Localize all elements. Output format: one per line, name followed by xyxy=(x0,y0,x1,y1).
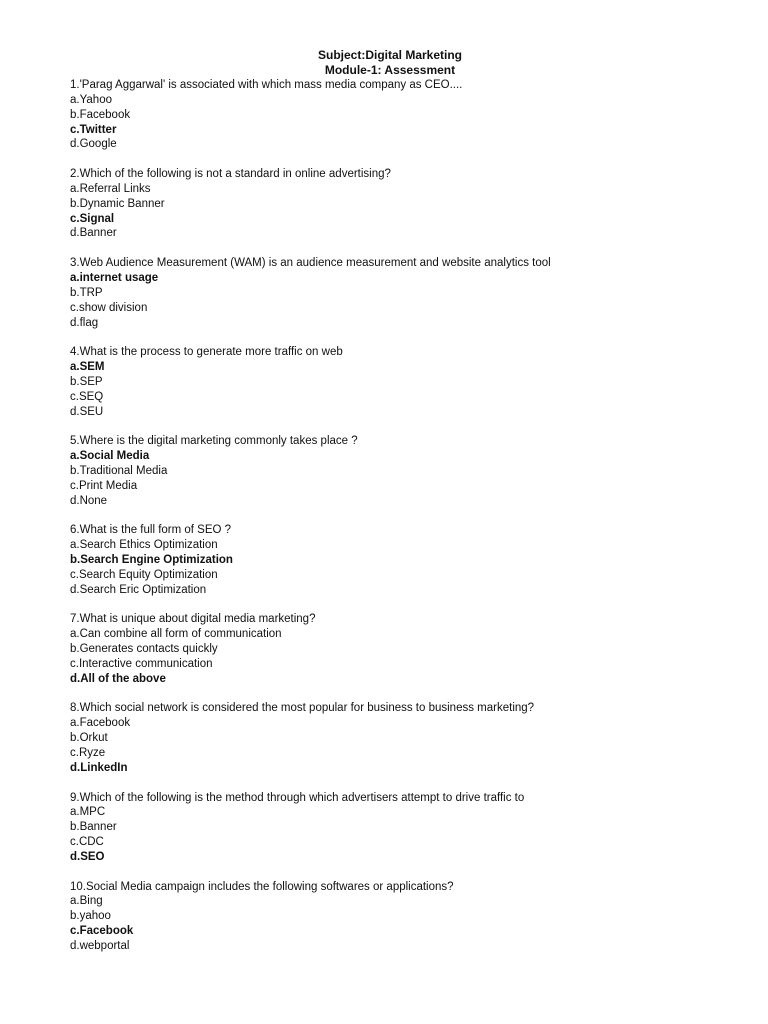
question-text: 5.Where is the digital marketing commonly takes place ? xyxy=(70,435,358,448)
answer-option: d.webportal xyxy=(70,939,130,952)
answer-option: d.None xyxy=(70,494,108,507)
answer-option: c.CDC xyxy=(70,836,104,849)
answer-option: b.Facebook xyxy=(70,108,131,121)
document-page xyxy=(70,48,710,954)
answer-option: b.Traditional Media xyxy=(70,464,168,477)
answer-option: d.Banner xyxy=(70,227,117,240)
correct-answer-option: a.internet usage xyxy=(70,271,159,284)
answer-option: c.Interactive communication xyxy=(70,657,213,670)
correct-answer-option: d.All of the above xyxy=(70,672,166,685)
correct-answer-option: b.Search Engine Optimization xyxy=(70,554,233,566)
answer-option: d.SEU xyxy=(70,405,104,418)
answer-option: b.yahoo xyxy=(70,910,111,923)
question-block xyxy=(70,791,710,865)
question-text: 9.Which of the following is the method through which advertisers attempt to drive traffic to xyxy=(70,791,525,804)
answer-option: d.flag xyxy=(70,316,99,329)
answer-option: b.Banner xyxy=(70,821,117,834)
correct-answer-option: a.SEM xyxy=(70,361,105,374)
answer-option: a.Facebook xyxy=(70,717,131,730)
question-block xyxy=(70,78,710,152)
correct-answer-option: d.SEO xyxy=(70,850,105,863)
answer-option: c.Search Equity Optimization xyxy=(70,568,218,581)
question-block xyxy=(70,256,710,330)
answer-option: b.TRP xyxy=(70,286,103,299)
answer-option: b.Dynamic Banner xyxy=(70,197,165,210)
answer-option: a.MPC xyxy=(70,806,106,819)
question-text: 7.What is unique about digital media marketing? xyxy=(70,613,316,626)
question-block xyxy=(70,523,710,597)
answer-option: d.Search Eric Optimization xyxy=(70,583,207,596)
question-text: 10.Social Media campaign includes the following softwares or applications? xyxy=(70,880,454,893)
correct-answer-option: c.Signal xyxy=(70,212,115,225)
answer-option: a.Yahoo xyxy=(70,93,112,106)
module-title: Module-1: Assessment xyxy=(324,63,456,77)
answer-option: a.Can combine all form of communication xyxy=(70,628,282,641)
question-block xyxy=(70,612,710,686)
question-text: 1.'Parag Aggarwal' is associated with which mass media company as CEO.... xyxy=(70,79,463,91)
answer-option: c.Print Media xyxy=(70,479,138,492)
answer-option: b.SEP xyxy=(70,375,103,388)
answer-option: b.Orkut xyxy=(70,732,108,745)
question-text: 6.What is the full form of SEO ? xyxy=(70,524,232,537)
answer-option: b.Generates contacts quickly xyxy=(70,643,218,656)
answer-option: c.SEQ xyxy=(70,390,104,403)
answer-option: a.Bing xyxy=(70,895,103,908)
question-text: 3.Web Audience Measurement (WAM) is an audience measurement and website analytics tool xyxy=(70,257,551,270)
document-header xyxy=(70,48,710,78)
question-text: 4.What is the process to generate more traffic on web xyxy=(70,346,343,359)
correct-answer-option: c.Twitter xyxy=(70,123,117,136)
correct-answer-option: c.Facebook xyxy=(70,925,134,938)
subject-title: Subject:Digital Marketing xyxy=(317,48,463,62)
correct-answer-option: a.Social Media xyxy=(70,450,150,463)
question-text: 2.Which of the following is not a standard in online advertising? xyxy=(70,168,391,181)
answer-option: a.Search Ethics Optimization xyxy=(70,539,218,552)
question-block xyxy=(70,167,710,241)
correct-answer-option: d.LinkedIn xyxy=(70,761,128,774)
answer-option: c.Ryze xyxy=(70,746,106,759)
answer-option: a.Referral Links xyxy=(70,182,151,195)
answer-option: d.Google xyxy=(70,138,117,151)
question-block xyxy=(70,701,710,775)
question-block xyxy=(70,880,710,954)
answer-option: c.show division xyxy=(70,301,148,314)
question-block xyxy=(70,434,710,508)
question-block xyxy=(70,345,710,419)
question-list xyxy=(70,78,710,954)
question-text: 8.Which social network is considered the most popular for business to business marketing? xyxy=(70,702,535,715)
